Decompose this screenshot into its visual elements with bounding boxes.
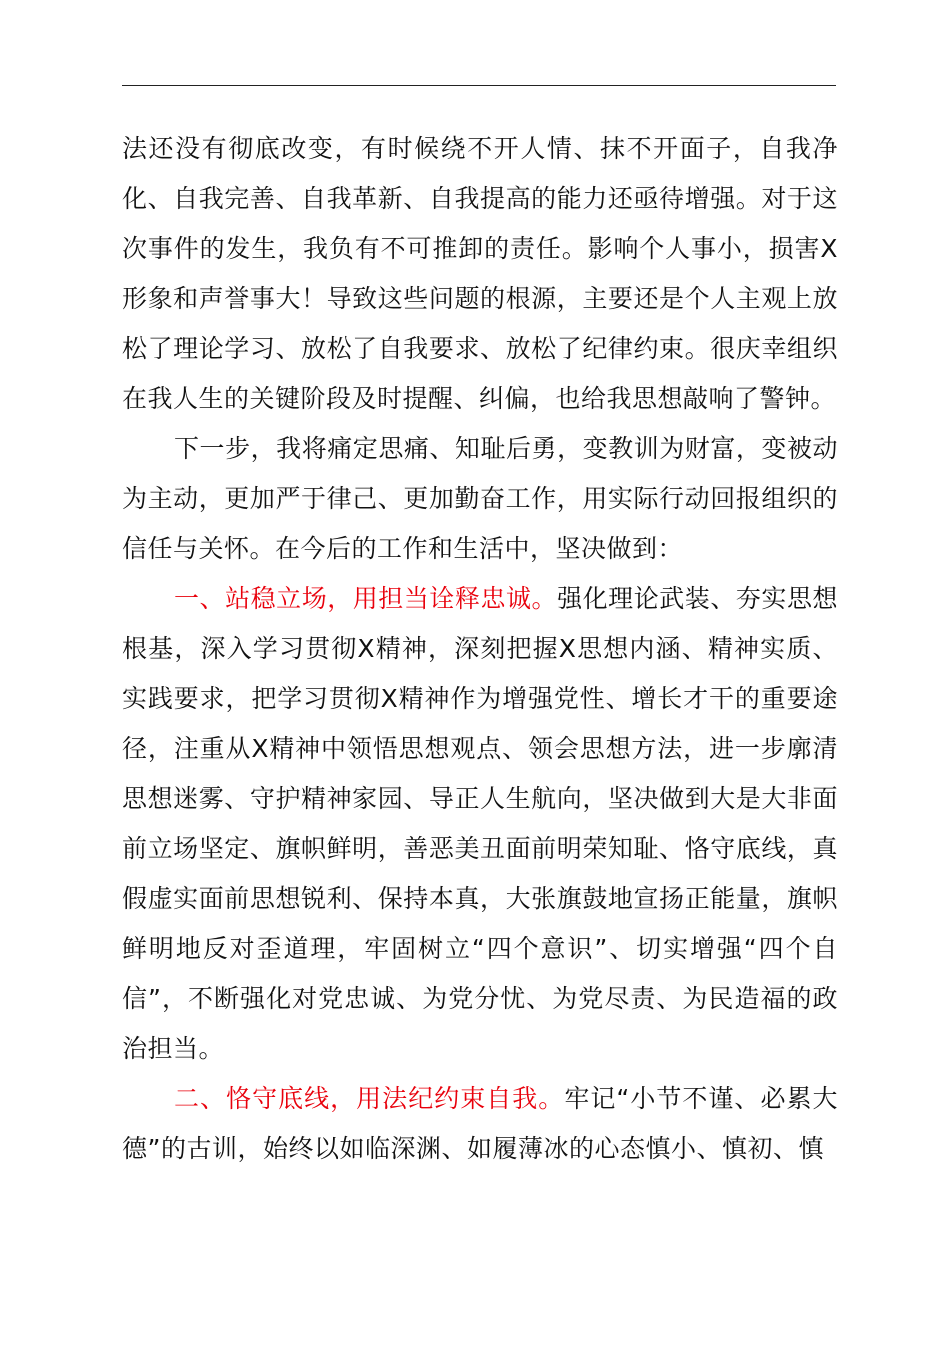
header-rule [122,85,836,86]
section-heading-two: 二、恪守底线，用法纪约束自我。 [174,1084,565,1113]
document-body [122,124,838,1174]
paragraph-text: 牢记“小节不谨、必累大德”的古训，始终以如临深渊、如履薄冰的心态慎小、慎初、慎 [122,1084,838,1163]
paragraph-continuation [122,124,838,424]
paragraph-next-steps [122,424,838,574]
paragraph-text: 法还没有彻底改变，有时候绕不开人情、抹不开面子，自我净化、自我完善、自我革新、自我提高的能力还亟待增强。对于这次事件的发生，我负有不可推卸的责任。影响个人事小，损害X形象和声誉事大！导致这些问题的根源，主要还是个人主观上放松了理论学习、放松了自我要求、放松了纪律约束。很庆幸组织在我人生的关键阶段及时提醒、纠偏，也给我思想敲响了警钟。 [122,134,838,413]
paragraph-text: 下一步，我将痛定思痛、知耻后勇，变教训为财富，变被动为主动，更加严于律己、更加勤奋工作，用实际行动回报组织的信任与关怀。在今后的工作和生活中，坚决做到： [122,434,838,563]
paragraph-text: 强化理论武装、夯实思想根基，深入学习贯彻X精神，深刻把握X思想内涵、精神实质、实践要求，把学习贯彻X精神作为增强党性、增长才干的重要途径，注重从X精神中领悟思想观点、领会思想方法，进一步廓清思想迷雾、守护精神家园、导正人生航向，坚决做到大是大非面前立场坚定、旗帜鲜明，善恶美丑面前明荣知耻、恪守底线，真假虚实面前思想锐利、保持本真，大张旗鼓地宣扬正能量，旗帜鲜明地反对歪道理，牢固树立“四个意识”、切实增强“四个自信”，不断强化对党忠诚、为党分忧、为党尽责、为民造福的政治担当。 [122,584,838,1063]
paragraph-point-one [122,574,838,1074]
paragraph-point-two [122,1074,838,1174]
section-heading-one: 一、站稳立场，用担当诠释忠诚。 [174,584,558,613]
